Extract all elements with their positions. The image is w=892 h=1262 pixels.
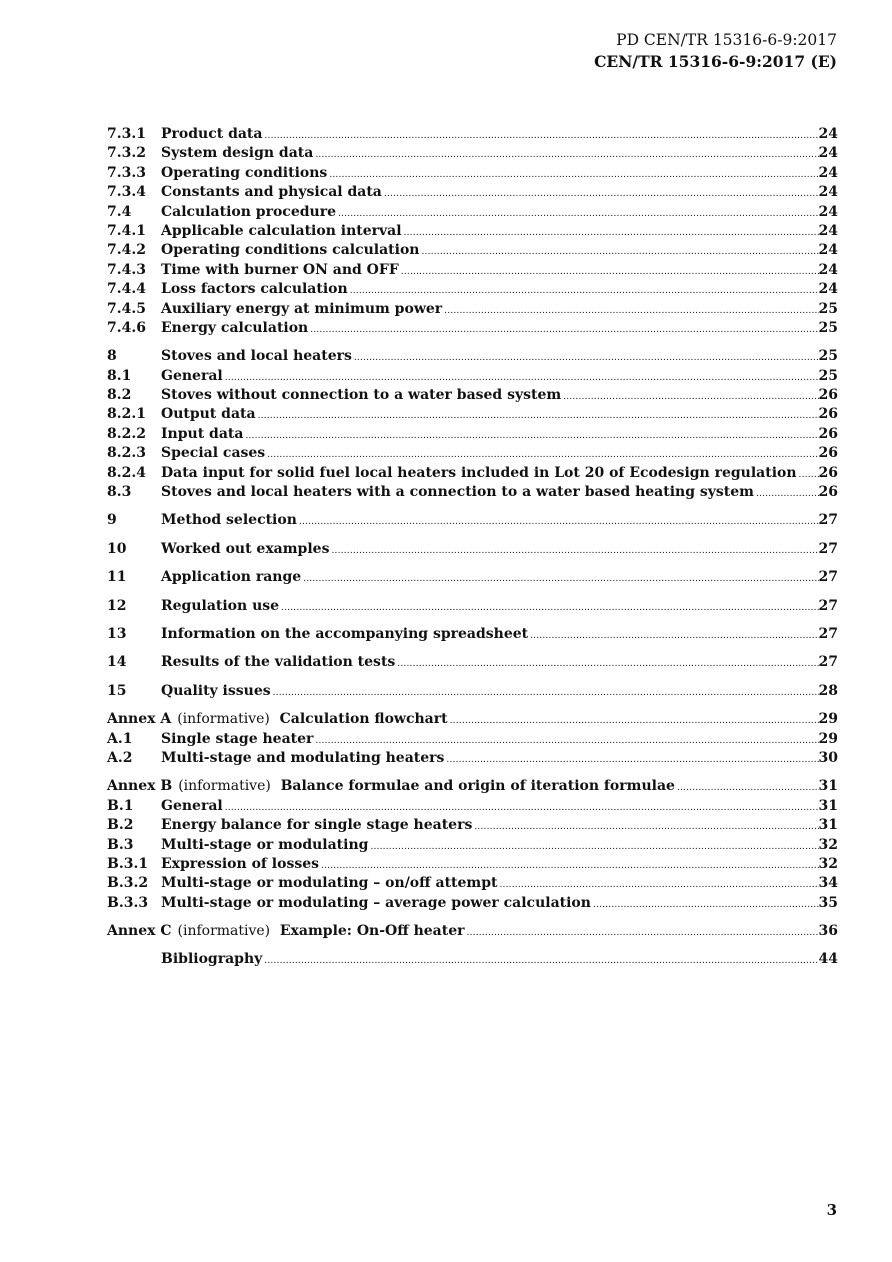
- toc-entry-page: 32: [818, 855, 838, 872]
- toc-entry-title-group: [161, 855, 319, 874]
- toc-entry-number: 7.4.1: [107, 222, 146, 239]
- toc-entry-title: Energy balance for single stage heaters: [161, 817, 473, 834]
- toc-entry-page: 29: [818, 730, 838, 747]
- toc-entry-title-group: [178, 922, 465, 941]
- toc-entry-page: 24: [818, 281, 838, 298]
- toc-leader-dots: [591, 896, 819, 915]
- toc-entry-number: B.3: [107, 836, 134, 853]
- toc-entry-title-group: [161, 444, 265, 463]
- toc-entry-title-group: [161, 464, 797, 483]
- toc-entry-title: Loss factors calculation: [161, 281, 348, 298]
- toc-entry-number: 8: [107, 348, 117, 365]
- toc-entry-number: 8.2.1: [107, 406, 146, 423]
- toc-entry-number: 7.3.2: [107, 145, 146, 162]
- toc-entry-number: 8.2.3: [107, 445, 146, 462]
- toc-entry-title: Quality issues: [161, 682, 271, 699]
- toc-entry[interactable]: [107, 164, 838, 183]
- toc-entry-number: 7.4.2: [107, 242, 146, 259]
- toc-entry-title-group: [161, 319, 308, 338]
- toc-entry-number: 7.4.6: [107, 319, 146, 336]
- toc-leader-dots: [301, 570, 818, 589]
- toc-entry-number: 7.4: [107, 203, 132, 220]
- toc-entry-title-group: [161, 300, 442, 319]
- toc-entry[interactable]: [107, 797, 838, 816]
- toc-entry-title-group: [161, 625, 528, 644]
- table-of-contents: [107, 125, 838, 970]
- header-document-id: PD CEN/TR 15316-6-9:2017: [616, 31, 837, 49]
- toc-entry-title: Results of the validation tests: [161, 654, 396, 671]
- toc-entry-page: 44: [818, 951, 838, 968]
- toc-entry[interactable]: [107, 405, 838, 424]
- toc-entry-page: 24: [818, 126, 838, 142]
- toc-entry-page: 24: [818, 203, 838, 220]
- toc-entry-title: Data input for solid fuel local heaters included in Lot 20 of Ecodesign regulation: [161, 464, 797, 481]
- toc-entry-page: 27: [818, 625, 838, 642]
- toc-entry[interactable]: [107, 386, 838, 405]
- toc-entry-page: 31: [818, 778, 838, 795]
- toc-entry-number: B.1: [107, 797, 134, 814]
- toc-entry-page: 31: [818, 817, 838, 834]
- toc-entry-number: B.3.1: [107, 855, 149, 872]
- toc-entry-title-group: [161, 222, 402, 241]
- page-number: 3: [826, 1201, 837, 1219]
- toc-entry-number: 7.3.3: [107, 164, 146, 181]
- toc-entry-title-group: [161, 894, 591, 913]
- toc-entry[interactable]: [107, 464, 838, 483]
- toc-leader-dots: [528, 627, 818, 646]
- toc-entry-title: Stoves and local heaters: [161, 348, 352, 365]
- toc-entry[interactable]: [107, 950, 838, 969]
- toc-entry-title: Balance formulae and origin of iteration formulae: [280, 778, 675, 795]
- toc-entry-title-group: [161, 144, 313, 163]
- toc-entry-title: Regulation use: [161, 597, 280, 614]
- toc-entry[interactable]: [107, 749, 838, 768]
- toc-leader-dots: [297, 513, 819, 532]
- toc-entry[interactable]: [107, 511, 838, 530]
- toc-entry-title-group: [161, 653, 395, 672]
- toc-entry-page: 26: [818, 425, 838, 442]
- toc-entry-title-group: [161, 483, 754, 502]
- toc-entry[interactable]: [107, 125, 838, 144]
- toc-entry-page: 25: [818, 367, 838, 384]
- toc-entry[interactable]: [107, 625, 838, 644]
- toc-entry-page: 27: [818, 512, 838, 529]
- toc-entry-page: 34: [818, 875, 838, 892]
- toc-leader-dots: [754, 485, 819, 504]
- toc-entry-number: Annex C: [107, 923, 172, 940]
- toc-entry[interactable]: [107, 203, 838, 222]
- toc-entry[interactable]: [107, 144, 838, 163]
- toc-entry-number: 12: [107, 597, 127, 614]
- toc-entry[interactable]: [107, 894, 838, 913]
- toc-entry-page: 25: [818, 348, 838, 365]
- toc-entry[interactable]: [107, 682, 838, 701]
- toc-entry-page: 31: [818, 797, 838, 814]
- toc-group-gap: [107, 502, 838, 511]
- toc-entry-number: 8.3: [107, 484, 132, 501]
- toc-entry-title: Time with burner ON and OFF: [161, 261, 399, 278]
- toc-entry-title: Output data: [161, 406, 256, 423]
- toc-entry-page: 25: [818, 319, 838, 336]
- toc-entry[interactable]: [107, 730, 838, 749]
- toc-entry-number: 7.4.4: [107, 281, 146, 298]
- toc-entry-number: B.3.3: [107, 894, 149, 911]
- toc-entry-number: 11: [107, 569, 127, 586]
- toc-entry-number: 8.1: [107, 367, 132, 384]
- toc-entry[interactable]: [107, 241, 838, 260]
- toc-entry-number: 7.4.3: [107, 261, 146, 278]
- toc-entry[interactable]: [107, 836, 838, 855]
- toc-entry-page: 36: [818, 923, 838, 940]
- toc-entry-title: Calculation flowchart: [279, 711, 448, 728]
- toc-entry-title-group: [161, 367, 223, 386]
- toc-entry-title-group: [178, 777, 675, 796]
- toc-entry-title: Applicable calculation interval: [161, 222, 402, 239]
- toc-entry-title-group: [161, 203, 336, 222]
- toc-entry-title-group: [161, 280, 348, 299]
- toc-entry[interactable]: [107, 874, 838, 893]
- toc-entry-number: 13: [107, 625, 127, 642]
- toc-entry[interactable]: [107, 261, 838, 280]
- toc-entry-informative: (informative): [177, 711, 270, 728]
- toc-leader-dots: [465, 924, 819, 943]
- toc-entry[interactable]: [107, 347, 838, 366]
- toc-entry-page: 24: [818, 164, 838, 181]
- toc-leader-dots: [262, 952, 818, 971]
- toc-entry[interactable]: [107, 922, 838, 941]
- toc-entry-title: General: [161, 367, 223, 384]
- toc-entry-page: 26: [818, 406, 838, 423]
- toc-entry-title-group: [161, 405, 256, 424]
- toc-entry-title: System design data: [161, 145, 314, 162]
- toc-entry-informative: (informative): [177, 923, 271, 940]
- toc-entry-title: Multi-stage or modulating – on/off attempt: [161, 875, 498, 892]
- toc-entry-title-group: [161, 425, 243, 444]
- toc-entry-number: 10: [107, 540, 127, 557]
- toc-entry-title: Stoves and local heaters with a connection to a water based heating system: [161, 484, 754, 501]
- toc-entry-title: Operating conditions calculation: [161, 242, 420, 259]
- toc-entry-page: 35: [818, 894, 838, 911]
- toc-entry-title: Constants and physical data: [161, 184, 382, 201]
- toc-entry-page: 24: [818, 261, 838, 278]
- toc-entry-number: 8.2.4: [107, 464, 146, 481]
- toc-entry-number: Annex A: [107, 711, 172, 728]
- toc-entry[interactable]: [107, 319, 838, 338]
- toc-entry-number: 7.4.5: [107, 300, 146, 317]
- toc-entry-page: 24: [818, 184, 838, 201]
- toc-entry[interactable]: [107, 597, 838, 616]
- toc-leader-dots: [444, 751, 818, 770]
- toc-entry-title-group: [161, 540, 329, 559]
- toc-entry-page: 27: [818, 569, 838, 586]
- toc-entry[interactable]: [107, 540, 838, 559]
- toc-entry-page: 26: [818, 484, 838, 501]
- toc-entry[interactable]: [107, 222, 838, 241]
- toc-entry-title: Auxiliary energy at minimum power: [161, 300, 443, 317]
- toc-entry-title: Information on the accompanying spreadsheet: [161, 625, 529, 642]
- toc-entry-page: 27: [818, 597, 838, 614]
- toc-entry-title-group: [161, 730, 313, 749]
- toc-entry-title-group: [161, 749, 444, 768]
- toc-entry-number: 7.3.4: [107, 184, 146, 201]
- toc-entry[interactable]: [107, 444, 838, 463]
- toc-entry-title: Application range: [161, 569, 302, 586]
- toc-entry-page: 26: [818, 445, 838, 462]
- toc-entry-title-group: [177, 710, 447, 729]
- toc-entry[interactable]: [107, 568, 838, 587]
- toc-entry-page: 30: [818, 749, 838, 766]
- toc-entry[interactable]: [107, 777, 838, 796]
- toc-entry-number: Annex B: [107, 778, 173, 795]
- toc-entry-informative: (informative): [178, 778, 271, 795]
- toc-leader-dots: [329, 542, 818, 561]
- toc-entry-page: 24: [818, 222, 838, 239]
- toc-entry-number: 8.2: [107, 387, 132, 404]
- toc-entry-number: B.2: [107, 817, 134, 834]
- toc-entry[interactable]: [107, 816, 838, 835]
- toc-entry-number: 15: [107, 682, 127, 699]
- toc-entry-title: Multi-stage and modulating heaters: [161, 749, 445, 766]
- toc-entry-title: General: [161, 797, 223, 814]
- header-document-id-en: CEN/TR 15316-6-9:2017 (E): [594, 52, 837, 71]
- toc-entry-title-group: [161, 164, 327, 183]
- toc-entry-title-group: [161, 347, 352, 366]
- toc-entry-title: Operating conditions: [161, 164, 328, 181]
- toc-entry-title: Input data: [161, 425, 244, 442]
- toc-entry-title-group: [161, 797, 223, 816]
- toc-entry[interactable]: [107, 710, 838, 729]
- toc-entry-title-group: [161, 836, 368, 855]
- toc-leader-dots: [308, 321, 818, 340]
- toc-entry[interactable]: [107, 280, 838, 299]
- toc-entry-title: Product data: [161, 126, 263, 142]
- toc-entry[interactable]: [107, 183, 838, 202]
- toc-entry-title: Single stage heater: [161, 730, 314, 747]
- toc-entry-title-group: [161, 511, 297, 530]
- toc-entry[interactable]: [107, 425, 838, 444]
- toc-entry-page: 24: [818, 145, 838, 162]
- toc-leader-dots: [271, 684, 819, 703]
- toc-entry-page: 27: [818, 540, 838, 557]
- toc-entry-title: Multi-stage or modulating: [161, 836, 369, 853]
- toc-entry-page: 26: [818, 387, 838, 404]
- toc-entry-title-group: [161, 125, 262, 144]
- toc-entry-page: 25: [818, 300, 838, 317]
- toc-entry-title: Expression of losses: [161, 855, 320, 872]
- toc-entry-title: Method selection: [161, 512, 297, 529]
- toc-entry-number: A.1: [107, 730, 133, 747]
- toc-entry-title: Example: On-Off heater: [279, 923, 465, 940]
- toc-entry-number: 14: [107, 654, 127, 671]
- toc-leader-dots: [279, 599, 818, 618]
- toc-entry-page: 24: [818, 242, 838, 259]
- toc-entry-title-group: [161, 568, 301, 587]
- toc-entry-page: 32: [818, 836, 838, 853]
- document-header: [594, 30, 837, 72]
- toc-entry-title-group: [161, 597, 279, 616]
- toc-entry[interactable]: [107, 300, 838, 319]
- toc-entry-title-group: [161, 241, 419, 260]
- toc-entry[interactable]: [107, 483, 838, 502]
- toc-entry-page: 27: [818, 654, 838, 671]
- toc-leader-dots: [395, 655, 818, 674]
- toc-entry-page: 28: [818, 682, 838, 699]
- toc-entry-number: B.3.2: [107, 875, 149, 892]
- toc-entry-title-group: [161, 386, 561, 405]
- toc-entry[interactable]: [107, 855, 838, 874]
- toc-entry-title-group: [161, 874, 498, 893]
- toc-entry-title: Calculation procedure: [161, 203, 336, 220]
- toc-entry-title: Multi-stage or modulating – average power calculation: [161, 894, 591, 911]
- toc-entry[interactable]: [107, 367, 838, 386]
- toc-entry-title: Special cases: [161, 445, 266, 462]
- toc-entry-page: 26: [818, 464, 838, 481]
- toc-entry[interactable]: [107, 653, 838, 672]
- toc-entry-page: 29: [818, 711, 838, 728]
- toc-entry-number: A.2: [107, 749, 133, 766]
- toc-entry-title-group: [161, 816, 472, 835]
- toc-entry-number: 7.3.1: [107, 126, 146, 142]
- toc-entry-title: Bibliography: [161, 951, 263, 968]
- toc-entry-title: Stoves without connection to a water based system: [161, 387, 562, 404]
- toc-entry-title: Energy calculation: [161, 319, 309, 336]
- toc-entry-title-group: [161, 682, 271, 701]
- toc-entry-number: 8.2.2: [107, 425, 146, 442]
- toc-entry-title-group: [161, 950, 262, 969]
- toc-entry-title-group: [161, 261, 399, 280]
- toc-entry-number: 9: [107, 512, 117, 529]
- toc-entry-title: Worked out examples: [161, 540, 330, 557]
- toc-entry-title-group: [161, 183, 382, 202]
